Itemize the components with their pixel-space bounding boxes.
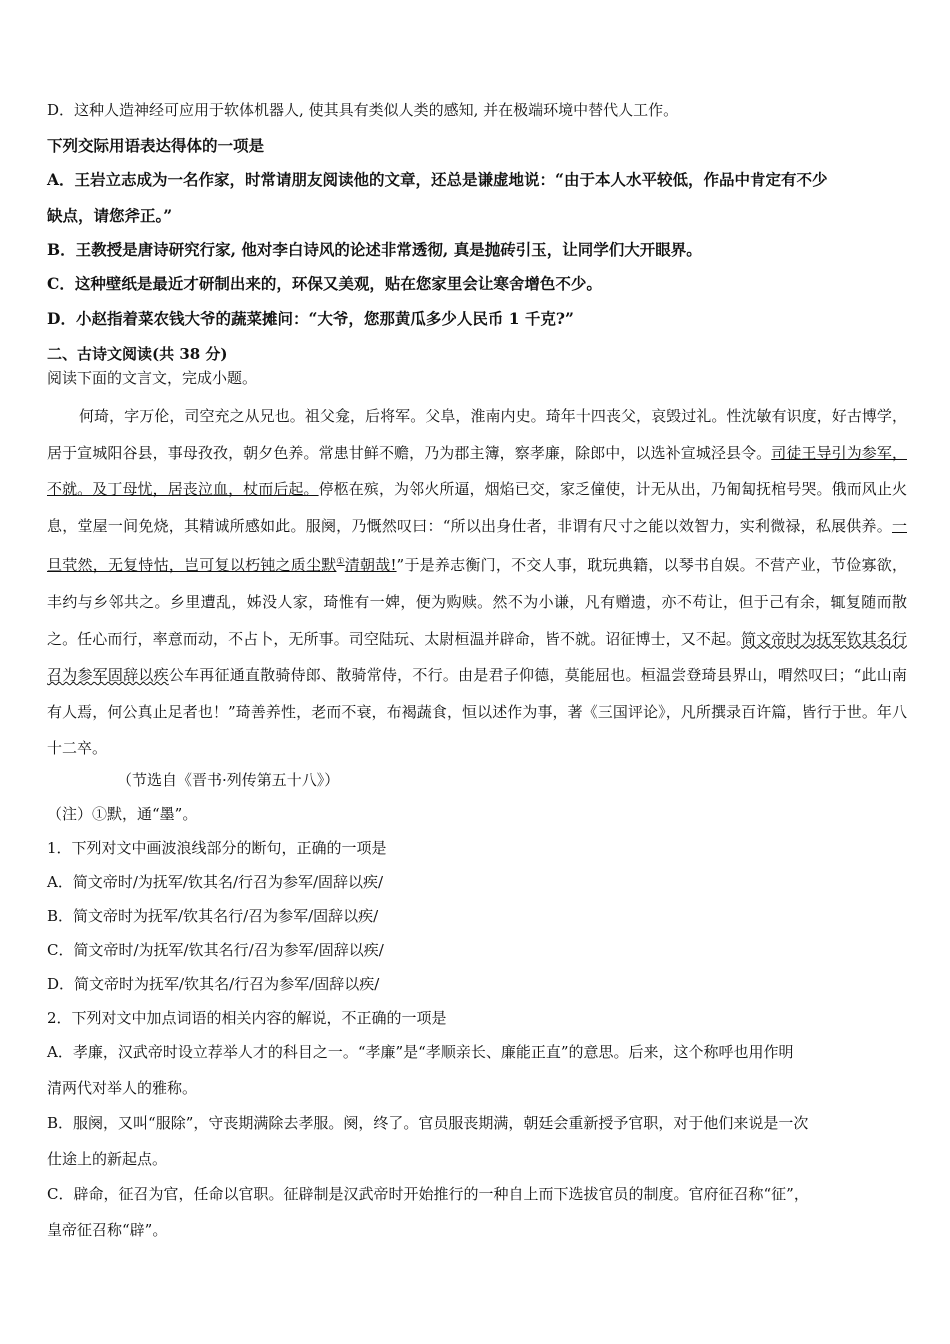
q1-option-a: A．简文帝时/为抚军/钦其名/行召为参军/固辞以疾/ bbox=[47, 873, 384, 891]
q2-option-a-line2: 清两代对举人的雅称。 bbox=[47, 1079, 198, 1097]
q1-option-b: B．简文帝时为抚军/钦其名行/召为参军/固辞以疾/ bbox=[47, 907, 379, 925]
classical-passage bbox=[47, 398, 907, 767]
comm-option-b: B．王教授是唐诗研究行家, 他对李白诗风的论述非常透彻, 真是抛砖引玉，让同学们大开眼界。 bbox=[47, 240, 702, 259]
comm-option-d: D．小赵指着菜农钱大爷的蔬菜摊问：“大爷，您那黄瓜多少人民币 1 千克?” bbox=[47, 309, 574, 328]
passage-part-2: 停柩在殡，为邻火所逼，烟焰已交，家乏僮使，计无从出，乃匍匐抚棺号哭。俄而风止火息，堂屋一间免烧，其精诚所感如此。服阕，乃慨然叹曰：“所以出身仕者，非谓有尺寸之能以效智力，实利微禄，私展供养。 bbox=[47, 480, 907, 535]
comm-option-a-line1: A．王岩立志成为一名作家，时常请朋友阅读他的文章，还总是谦虚地说：“由于本人水平较低，作品中肯定有不少 bbox=[47, 170, 828, 189]
prev-option-d: D．这种人造神经可应用于软体机器人, 使其具有类似人类的感知, 并在极端环境中替代人工作。 bbox=[47, 101, 679, 119]
passage-underlined-2: 一旦茕然，无复恃怙，岂可复以朽钝之质尘默 bbox=[47, 516, 907, 575]
passage-note: （注）①默，通“墨”。 bbox=[47, 805, 198, 823]
section-title: 二、古诗文阅读(共 38 分) bbox=[47, 345, 228, 363]
q2-option-a-line1: A．孝廉，汉武帝时设立荐举人才的科目之一。“孝廉”是“孝顺亲长、廉能正直”的意思。后来，这个称呼也用作明 bbox=[47, 1043, 794, 1061]
comm-question-stem: 下列交际用语表达得体的一项是 bbox=[47, 136, 265, 155]
q2-option-c-line2: 皇帝征召称“辟”。 bbox=[47, 1221, 168, 1239]
q2-option-c-line1: C．辟命，征召为官，任命以官职。征辟制是汉武帝时开始推行的一种自上而下选拔官员的制度。官府征召称“征”， bbox=[47, 1185, 809, 1203]
passage-part-1: 何琦，字万伦，司空充之从兄也。祖父龛，后将军。父阜，淮南内史。琦年十四丧父，哀毁过礼。性沈敏有识度，好古博学，居于宣城阳谷县，事母孜孜，朝夕色养。常患甘鲜不赡，乃为郡主簿，察孝廉，除郎中，以选补宣城泾县令。 bbox=[47, 407, 907, 462]
q1-option-d: D．简文帝时为抚军/钦其名/行召为参军/固辞以疾/ bbox=[47, 975, 380, 993]
passage-wavy-line: 简文帝时为抚军钦其名行召为参军固辞以疾 bbox=[47, 629, 907, 685]
comm-option-c: C．这种壁纸是最近才研制出来的，环保又美观，贴在您家里会让寒舍增色不少。 bbox=[47, 274, 602, 293]
q1-option-c: C．简文帝时/为抚军/钦其名行/召为参军/固辞以疾/ bbox=[47, 941, 384, 959]
passage-underlined-1: 司徒王导引为参军，不就。及丁母忧，居丧泣血，杖而后起。 bbox=[47, 443, 907, 499]
passage-source: （节选自《晋书·列传第五十八》） bbox=[117, 771, 340, 789]
footnote-marker: ① bbox=[336, 557, 345, 568]
q2-stem: 2．下列对文中加点词语的相关内容的解说，不正确的一项是 bbox=[47, 1009, 447, 1027]
comm-option-a-line2: 缺点，请您斧正。” bbox=[47, 206, 173, 225]
passage-underlined-3: 清朝哉! bbox=[344, 556, 397, 575]
passage-part-3: ”于是养志衡门，不交人事，耽玩典籍，以琴书自娱。不营产业，节俭寡欲，丰约与乡邻共之。乡里遭乱，姊没人家，琦惟有一婢，便为购赎。然不为小谦，凡有赠遗，亦不苟让，但于己有余，辄复随而散之。任心而行，率意而动，不占卜，无所事。司空陆玩、太尉桓温并辟命，皆不就。诏征博士，又不起。 bbox=[47, 556, 907, 648]
q1-stem: 1．下列对文中画波浪线部分的断句，正确的一项是 bbox=[47, 839, 387, 857]
q2-option-b-line2: 仕途上的新起点。 bbox=[47, 1150, 168, 1168]
passage-part-4: 公车再征通直散骑侍郎、散骑常侍，不行。由是君子仰德，莫能屈也。桓温尝登琦县界山，喟然叹曰；“此山南有人焉，何公真止足者也！”琦善养性，老而不衰，布褐蔬食，恒以述作为事，著《三国评论》，凡所撰录百许篇，皆行于世。年八十二卒。 bbox=[47, 666, 907, 758]
section-instruction: 阅读下面的文言文，完成小题。 bbox=[47, 369, 258, 387]
q2-option-b-line1: B．服阕，又叫“服除”，守丧期满除去孝服。阕，终了。官员服丧期满，朝廷会重新授予官职，对于他们来说是一次 bbox=[47, 1114, 809, 1132]
